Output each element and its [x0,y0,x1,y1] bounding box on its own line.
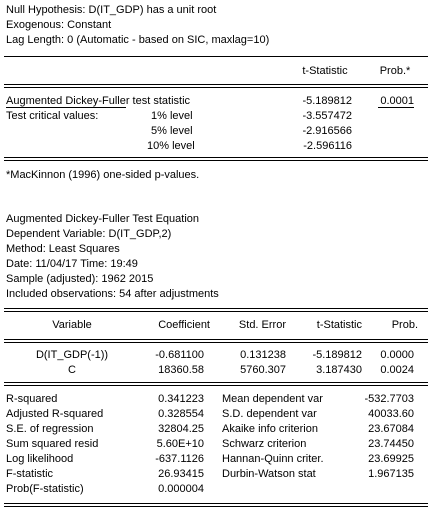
coef-value: -0.681100 [155,349,204,361]
adf-stat-label: Augmented Dickey-Fuller test statistic [6,95,191,107]
col-header-prob: Prob. [391,319,418,331]
lag-length: Lag Length: 0 (Automatic - based on SIC, maxlag=10) [6,34,270,46]
stat-value: 32804.25 [158,423,204,435]
stat-label: S.E. of regression [6,423,94,435]
table-rule [4,87,428,88]
stat-value: 23.67084 [368,423,414,435]
date-time: Date: 11/04/17 Time: 19:49 [6,258,138,270]
table-rule [4,84,428,85]
stat-label: Akaike info criterion [222,423,318,435]
coef-variable: C [68,364,76,376]
table-rule [4,382,428,383]
stat-label: Hannan-Quinn criter. [222,453,324,465]
stat-value: 23.69925 [368,453,414,465]
stat-value: 40033.60 [368,408,414,420]
crit-value-10: -2.596116 [303,140,352,152]
coef-value: 18360.58 [158,364,204,376]
coef-prob: 0.0000 [380,349,414,361]
crit-value-1: -3.557472 [302,110,352,122]
adf-stat-t: -5.189812 [302,95,352,107]
stat-value: 23.74450 [368,438,414,450]
dependent-variable: Dependent Variable: D(IT_GDP,2) [6,228,172,240]
stat-label: Adjusted R-squared [6,408,104,420]
col-header-t-statistic: t-Statistic [302,65,348,77]
stat-value: 5.60E+10 [156,438,204,450]
crit-value-5: -2.916566 [302,125,352,137]
coef-std-error: 0.131238 [240,349,286,361]
stat-label: S.D. dependent var [222,408,317,420]
col-header-std-error: Std. Error [238,319,286,331]
stat-value: 1.967135 [368,468,414,480]
col-header-t-stat: t-Statistic [316,319,362,331]
col-header-prob: Prob.* [379,65,411,77]
table-rule [4,385,428,386]
observations: Included observations: 54 after adjustments [6,288,219,300]
stat-label: F-statistic [6,468,54,480]
table-rule [4,308,428,309]
stat-value: 0.328554 [158,408,204,420]
crit-level-1: 1% level [151,110,193,122]
stat-label: Durbin-Watson stat [222,468,316,480]
crit-level-10: 10% level [147,140,195,152]
table-rule [4,311,428,312]
table-rule [4,160,428,161]
table-rule [4,506,428,507]
crit-level-5: 5% level [151,125,193,137]
stat-value: -532.7703 [364,393,414,405]
null-hypothesis: Null Hypothesis: D(IT_GDP) has a unit root [6,4,217,16]
adf-stat-p: 0.0001 [380,95,414,107]
col-header-coefficient: Coefficient [158,319,210,331]
coef-t-stat: 3.187430 [316,364,362,376]
table-rule [4,503,428,504]
table-rule [4,342,428,343]
stat-label: Sum squared resid [6,438,99,450]
crit-label: Test critical values: [6,110,99,122]
footnote: *MacKinnon (1996) one-sided p-values. [6,169,200,181]
exogenous: Exogenous: Constant [6,19,112,31]
equation-title: Augmented Dickey-Fuller Test Equation [6,213,200,225]
table-rule [4,56,428,57]
coef-std-error: 5760.307 [240,364,286,376]
stat-value: 26.93415 [158,468,204,480]
method: Method: Least Squares [6,243,120,255]
prob-underline [378,107,414,109]
coef-variable: D(IT_GDP(-1)) [35,349,109,361]
table-rule [4,157,428,158]
stat-label: Mean dependent var [222,393,323,405]
stat-value: 0.341223 [158,393,204,405]
coef-prob: 0.0024 [380,364,414,376]
coef-t-stat: -5.189812 [312,349,362,361]
stat-value: 0.000004 [158,483,204,495]
table-rule [4,339,428,340]
stat-value: -637.1126 [155,453,204,465]
col-header-variable: Variable [52,319,92,331]
stat-label: Prob(F-statistic) [6,483,84,495]
stat-label: Log likelihood [6,453,74,465]
stat-label: Schwarz criterion [222,438,307,450]
stat-label: R-squared [6,393,58,405]
sample: Sample (adjusted): 1962 2015 [6,273,154,285]
